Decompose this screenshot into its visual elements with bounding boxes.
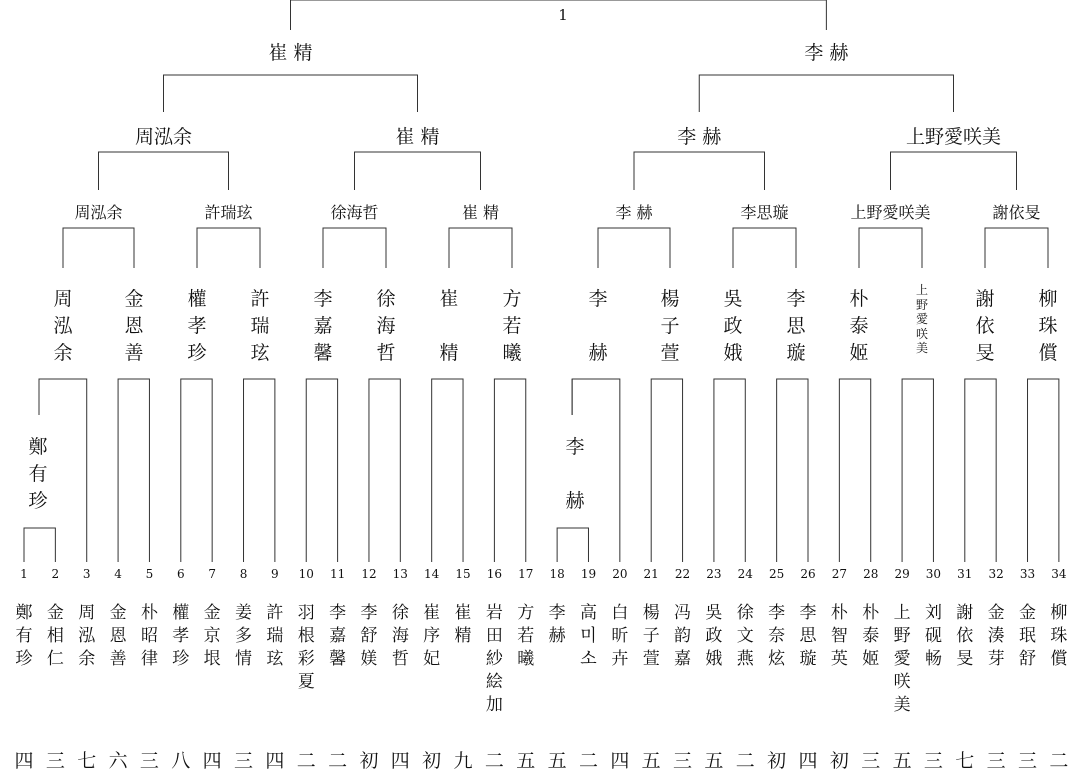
seed-number: 14 (424, 567, 440, 581)
player-name: 上 野 愛 咲 美 (893, 603, 911, 715)
round4-winner-label: 崔 精 (461, 203, 500, 222)
round5-winner-label: 周 泓 余 (53, 288, 73, 364)
round4-winner-label: 徐海哲 (330, 203, 379, 222)
player-name: 高 미 소 (579, 603, 597, 669)
seed-number: 33 (1019, 567, 1036, 581)
seed-number: 12 (361, 567, 377, 581)
player-name: 刘 砚 畅 (924, 603, 942, 669)
round5-winner-label: 崔 精 (439, 288, 459, 364)
bracket-line-r5 (839, 379, 870, 562)
bracket-line-r2 (164, 75, 418, 112)
seed-number: 13 (392, 567, 408, 581)
player-rank: 三 (45, 750, 65, 772)
player-name: 周 泓 余 (78, 603, 96, 669)
seed-number: 5 (145, 567, 154, 581)
round5-winner-label: 許 瑞 玹 (250, 288, 270, 364)
round5-winner-label: 吳 政 娥 (723, 288, 743, 364)
round5-winner-label: 權 孝 珍 (187, 288, 207, 364)
bracket-line-r3 (634, 152, 765, 190)
round5-winner-label: 李 思 璇 (786, 288, 806, 364)
player-rank: 四 (610, 750, 630, 772)
player-rank: 三 (986, 750, 1006, 772)
player-rank: 三 (673, 750, 693, 772)
bracket-line-r5 (965, 379, 996, 562)
player-rank: 五 (516, 750, 536, 772)
player-rank: 七 (77, 750, 97, 772)
bracket-line-r4 (733, 228, 796, 268)
seed-number: 17 (518, 567, 534, 581)
player-name: 姜 多 情 (235, 603, 253, 669)
bracket-line-r5 (714, 379, 745, 562)
round5-winner-label: 徐 海 哲 (376, 288, 396, 364)
bracket-line-r5 (651, 379, 682, 562)
player-rank: 二 (1049, 750, 1069, 772)
bracket-line-r4 (859, 228, 922, 268)
seed-number: 28 (863, 567, 879, 581)
player-rank: 五 (641, 750, 661, 772)
bracket-line-r5 (244, 379, 275, 562)
bracket-line-r5 (494, 379, 525, 562)
round5-winner-label: 上 野 愛 咲 美 (915, 283, 929, 355)
player-name: 方 若 曦 (517, 603, 535, 669)
player-rank: 三 (234, 750, 254, 772)
player-name: 謝 依 旻 (956, 603, 974, 669)
player-name: 柳 珠 償 (1050, 603, 1068, 669)
player-rank: 初 (767, 750, 787, 772)
bracket-line-r5 (902, 379, 933, 562)
seed-number: 4 (114, 567, 122, 581)
round5-winner-label: 楊 子 萱 (660, 288, 680, 364)
player-rank: 五 (892, 750, 912, 772)
player-rank: 二 (328, 750, 348, 772)
seed-number: 3 (82, 567, 91, 581)
seed-number: 27 (831, 567, 847, 581)
round6-winner-label: 李 赫 (565, 436, 585, 512)
seed-number: 19 (580, 567, 597, 581)
bracket-line-r5 (369, 379, 400, 562)
bracket-line-r4 (197, 228, 260, 268)
round5-winner-label: 謝 依 旻 (975, 288, 995, 364)
seed-number: 6 (176, 567, 185, 581)
bracket-line-r5 (181, 379, 212, 562)
player-rank: 四 (265, 750, 285, 772)
bracket-line-r3 (99, 152, 229, 190)
seed-number: 31 (957, 567, 973, 581)
seed-number: 29 (894, 567, 910, 581)
player-name: 權 孝 珍 (172, 603, 190, 669)
player-rank: 四 (202, 750, 222, 772)
player-rank: 八 (171, 750, 191, 772)
player-name: 李 奈 炫 (768, 603, 786, 669)
seed-number: 1 (20, 567, 28, 581)
seed-number: 30 (925, 567, 942, 581)
player-name: 冯 韵 嘉 (674, 603, 692, 669)
round3-winner-label: 上野愛咲美 (905, 126, 1002, 148)
player-name: 徐 文 燕 (736, 603, 754, 669)
round2-winner-label: 李 赫 (804, 42, 849, 64)
seed-number: 8 (239, 567, 248, 581)
player-name: 崔 精 (454, 603, 472, 646)
bracket-line-r3 (891, 152, 1017, 190)
player-rank: 五 (704, 750, 724, 772)
player-rank: 二 (296, 750, 316, 772)
round4-winner-label: 李思璇 (740, 203, 789, 222)
player-rank: 五 (547, 750, 567, 772)
round5-winner-label: 柳 珠 償 (1038, 288, 1058, 364)
round5-winner-label: 方 若 曦 (502, 288, 522, 364)
player-name: 金 湊 芽 (987, 603, 1005, 669)
player-name: 金 恩 善 (109, 603, 127, 669)
seed-number: 9 (271, 567, 279, 581)
player-rank: 二 (484, 750, 504, 772)
player-name: 許 瑞 玹 (266, 603, 284, 669)
player-rank: 二 (735, 750, 755, 772)
round4-winner-label: 謝依旻 (992, 203, 1041, 222)
bracket-line-r6 (557, 528, 588, 562)
player-rank: 三 (923, 750, 943, 772)
bracket-line-r6 (24, 528, 55, 562)
round4-winner-label: 許瑞玹 (204, 203, 253, 222)
round3-winner-label: 李 赫 (677, 126, 722, 148)
round4-winner-label: 周泓余 (74, 203, 123, 222)
bracket-line-r4 (985, 228, 1048, 268)
round6-winner-label: 鄭 有 珍 (28, 436, 48, 512)
player-rank: 四 (798, 750, 818, 772)
round4-winner-label: 李 赫 (615, 203, 653, 222)
round3-winner-label: 崔 精 (395, 126, 440, 148)
round5-winner-label: 金 恩 善 (124, 288, 144, 364)
player-rank: 四 (14, 750, 34, 772)
seed-number: 11 (329, 567, 346, 581)
player-rank: 七 (955, 750, 975, 772)
seed-number: 32 (988, 567, 1004, 581)
bracket-line-r5 (432, 379, 463, 562)
player-rank: 六 (108, 750, 128, 772)
bracket-line-r3 (355, 152, 481, 190)
player-name: 楊 子 萱 (642, 603, 660, 669)
seed-number: 2 (51, 567, 60, 581)
seed-number: 21 (643, 567, 659, 581)
bracket-line-r4 (449, 228, 512, 268)
round5-winner-label: 朴 泰 姬 (849, 288, 869, 364)
player-name: 金 相 仁 (46, 603, 64, 669)
bracket-line-r2 (699, 75, 953, 112)
seed-number: 15 (455, 567, 471, 581)
player-name: 李 思 璇 (799, 603, 817, 669)
player-name: 金 珉 舒 (1019, 603, 1037, 669)
player-name: 岩 田 紗 絵 加 (485, 603, 503, 715)
player-rank: 三 (861, 750, 881, 772)
bracket-line-r4 (598, 228, 670, 268)
bracket-line-r5 (306, 379, 337, 562)
seed-number: 16 (486, 567, 503, 581)
player-name: 金 京 垠 (203, 603, 221, 669)
round3-winner-label: 周泓余 (134, 126, 193, 148)
player-rank: 二 (578, 750, 598, 772)
final-label: 1 (558, 6, 568, 24)
player-rank: 初 (829, 750, 849, 772)
player-name: 李 嘉 馨 (329, 603, 347, 669)
seed-number: 18 (549, 567, 565, 581)
player-name: 李 舒 媄 (360, 603, 378, 669)
player-rank: 九 (453, 750, 473, 772)
seed-number: 23 (706, 567, 722, 581)
bracket-line-r5 (118, 379, 149, 562)
seed-number: 26 (800, 567, 816, 581)
seed-number: 20 (612, 567, 628, 581)
bracket-line-r5 (777, 379, 808, 562)
seed-number: 7 (208, 567, 216, 581)
seed-number: 25 (768, 567, 785, 581)
bracket-line-r5 (1028, 379, 1059, 562)
player-name: 徐 海 哲 (391, 603, 409, 669)
player-name: 李 赫 (548, 603, 566, 646)
player-name: 朴 泰 姬 (862, 603, 880, 669)
player-name: 羽 根 彩 夏 (297, 603, 315, 692)
seed-number: 34 (1051, 567, 1067, 581)
player-name: 崔 序 妃 (423, 603, 441, 669)
bracket-line-r4 (63, 228, 134, 268)
player-rank: 四 (390, 750, 410, 772)
seed-number: 22 (674, 567, 691, 581)
seed-number: 10 (298, 567, 314, 581)
round5-winner-label: 李 嘉 馨 (313, 288, 333, 364)
player-rank: 三 (139, 750, 159, 772)
player-name: 朴 昭 律 (140, 603, 158, 669)
player-name: 吳 政 娥 (705, 603, 723, 669)
player-name: 鄭 有 珍 (15, 603, 33, 669)
player-rank: 初 (422, 750, 442, 772)
bracket-line-r4 (323, 228, 386, 268)
round2-winner-label: 崔 精 (268, 42, 313, 64)
round5-winner-label: 李 赫 (588, 288, 608, 364)
player-rank: 三 (1018, 750, 1038, 772)
player-rank: 初 (359, 750, 379, 772)
round4-winner-label: 上野愛咲美 (850, 203, 931, 222)
seed-number: 24 (737, 567, 753, 581)
player-name: 朴 智 英 (830, 603, 848, 669)
player-name: 白 昕 卉 (611, 603, 629, 669)
